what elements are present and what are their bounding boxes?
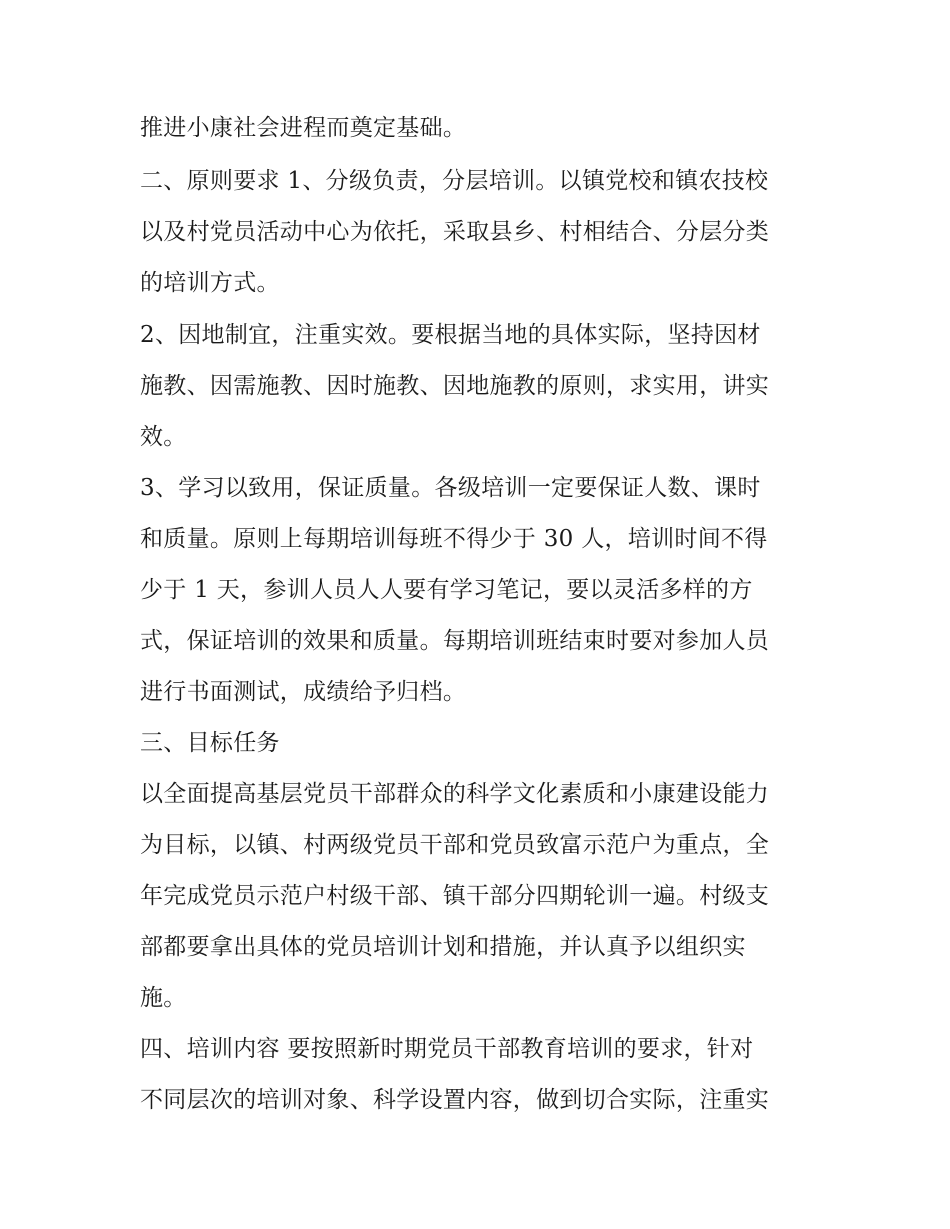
text-line: 3、学习以致用，保证质量。各级培训一定要保证人数、课时 bbox=[140, 475, 761, 501]
text-line: 少于 1 天，参训人员人人要有学习笔记，要以灵活多样的方 bbox=[140, 577, 753, 603]
text-line: 和质量。原则上每期培训每班不得少于 30 人，培训时间不得 bbox=[140, 526, 768, 552]
text-line: 不同层次的培训对象、科学设置内容，做到切合实际，注重实 bbox=[140, 1087, 770, 1113]
text-line: 以全面提高基层党员干部群众的科学文化素质和小康建设能力 bbox=[140, 781, 770, 807]
text-line: 年完成党员示范户村级干部、镇干部分四期轮训一遍。村级支 bbox=[140, 883, 770, 909]
text-line: 进行书面测试，成绩给予归档。 bbox=[140, 679, 467, 705]
text-line: 三、目标任务 bbox=[140, 730, 280, 756]
text-line: 推进小康社会进程而奠定基础。 bbox=[140, 115, 467, 141]
text-line: 施。 bbox=[140, 985, 187, 1011]
text-line: 式，保证培训的效果和质量。每期培训班结束时要对参加人员 bbox=[140, 628, 770, 654]
text-line: 为目标，以镇、村两级党员干部和党员致富示范户为重点，全 bbox=[140, 832, 770, 858]
text-line: 以及村党员活动中心为依托，采取县乡、村相结合、分层分类 bbox=[140, 219, 770, 245]
text-line: 部都要拿出具体的党员培训计划和措施，并认真予以组织实 bbox=[140, 934, 746, 960]
text-line: 施教、因需施教、因时施教、因地施教的原则，求实用，讲实 bbox=[140, 373, 770, 399]
text-line: 二、原则要求 1、分级负责，分层培训。以镇党校和镇农技校 bbox=[140, 168, 769, 194]
text-line: 效。 bbox=[140, 424, 187, 450]
text-line: 四、培训内容 要按照新时期党员干部教育培训的要求，针对 bbox=[140, 1036, 754, 1062]
text-line: 2、因地制宜，注重实效。要根据当地的具体实际，坚持因材 bbox=[140, 322, 761, 348]
text-line: 的培训方式。 bbox=[140, 270, 280, 296]
